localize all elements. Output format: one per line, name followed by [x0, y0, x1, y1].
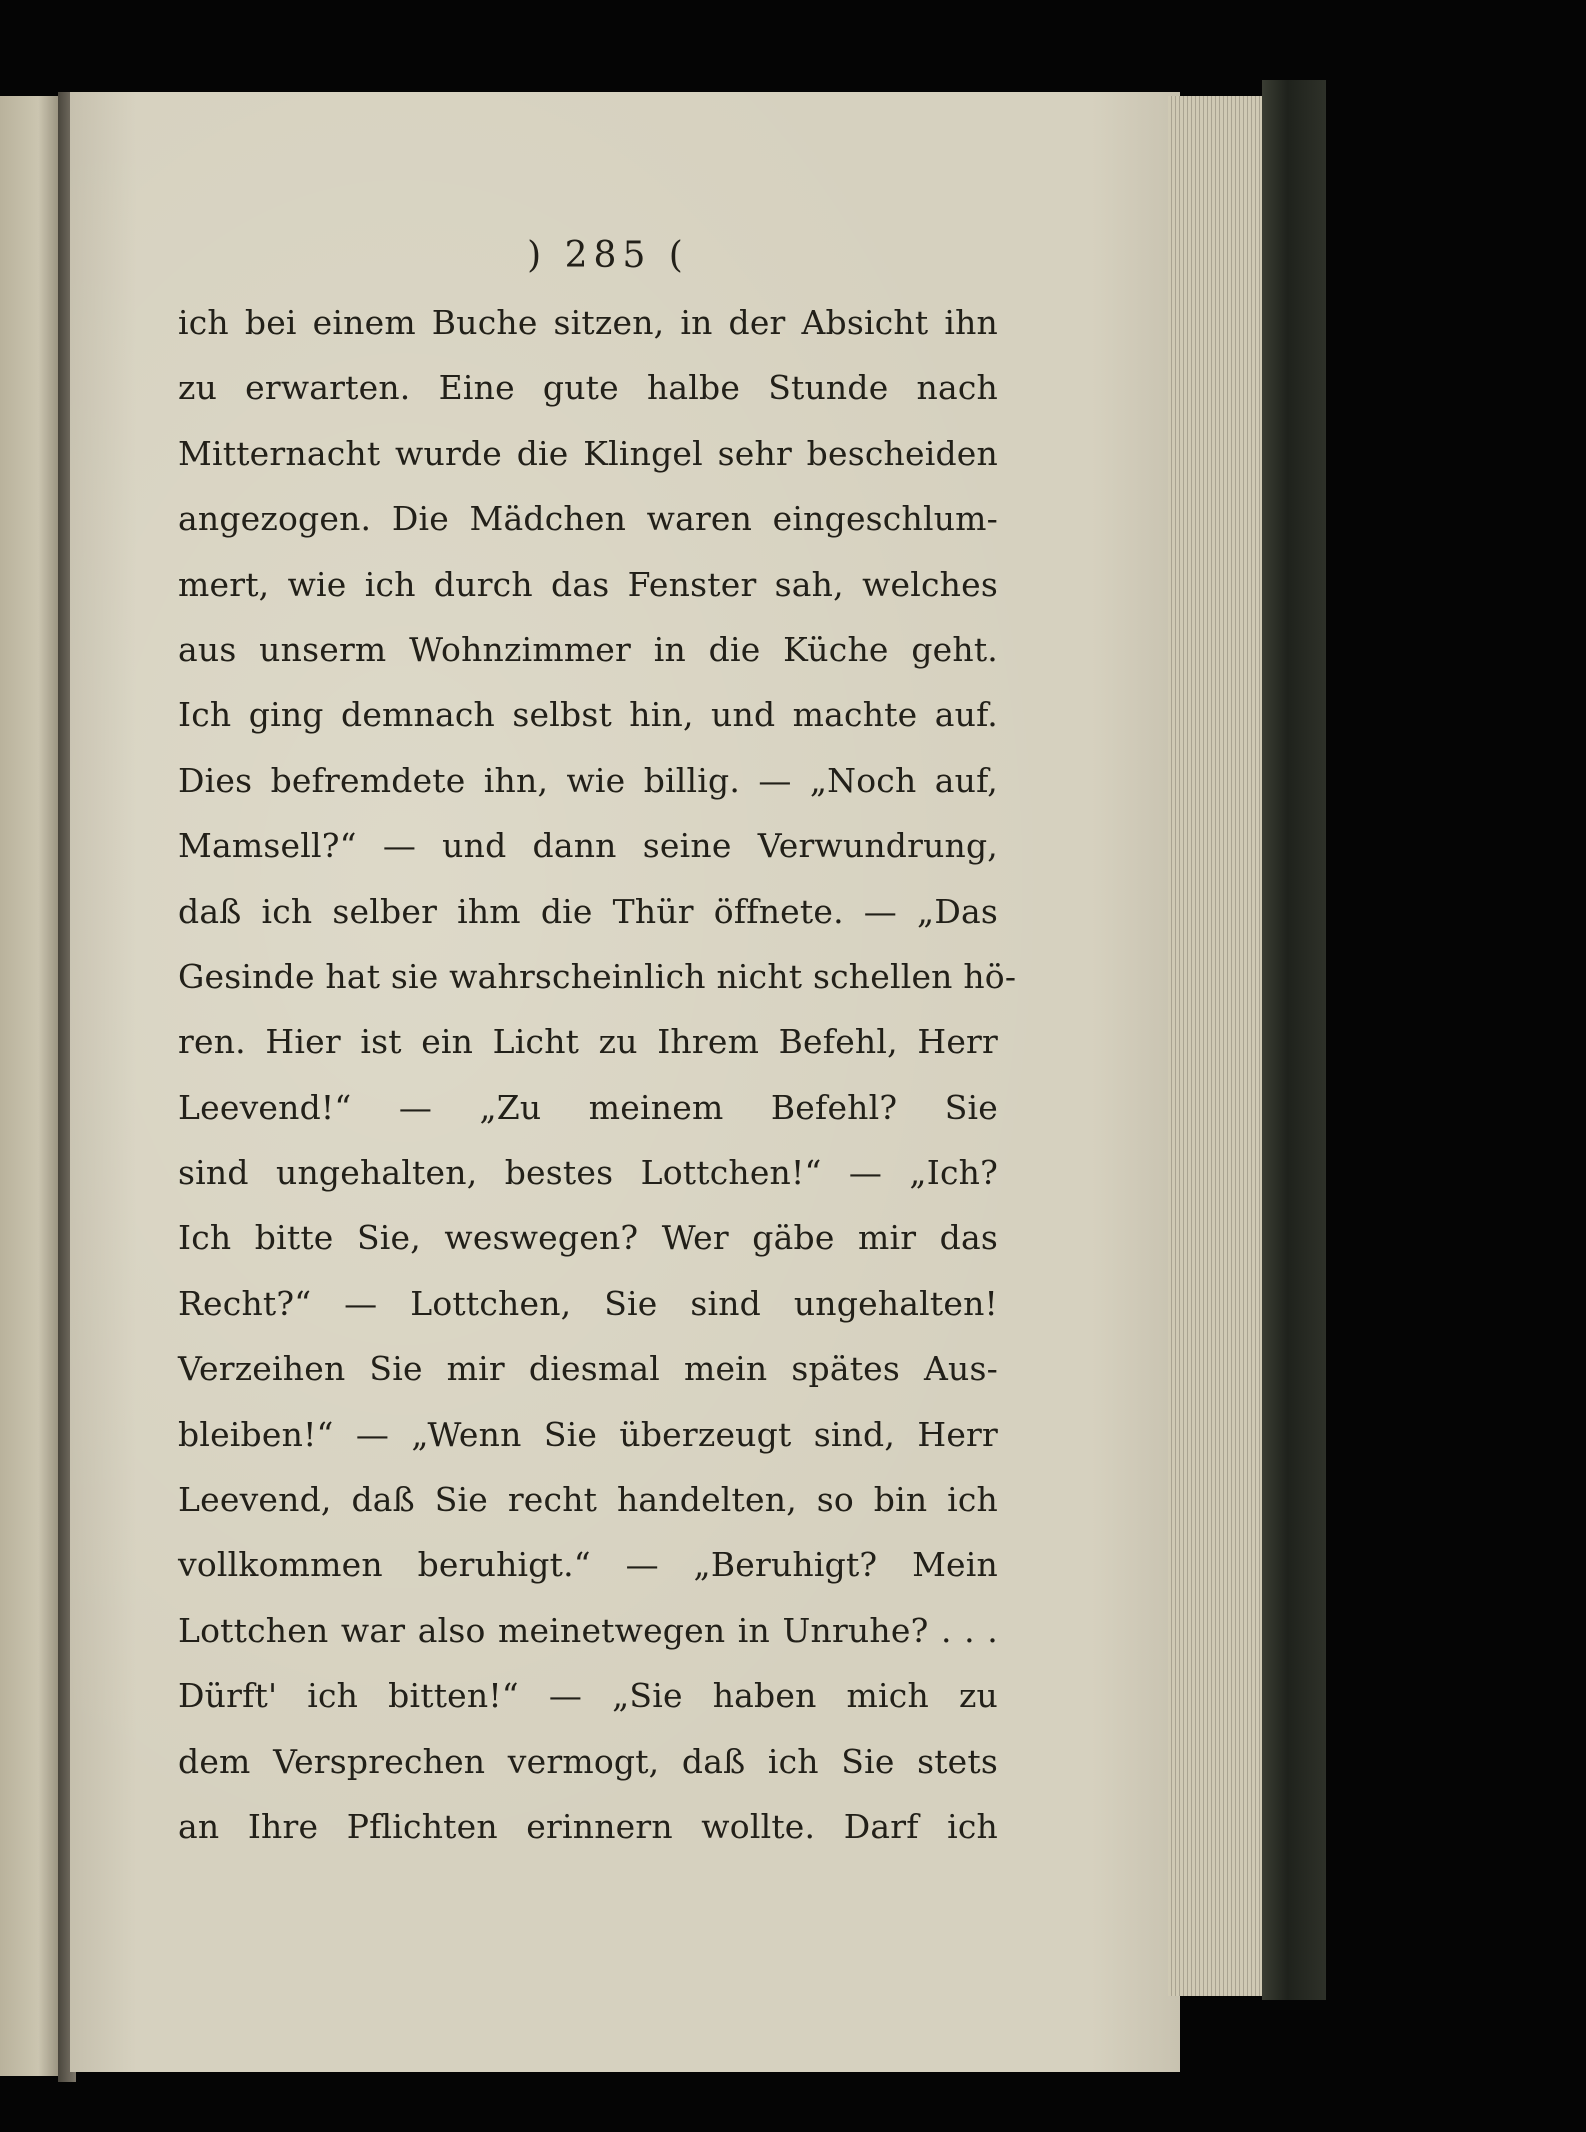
book-cover [1262, 80, 1326, 2000]
text-line: Verzeihen Sie mir diesmal mein spätes Aus- [178, 1349, 998, 1389]
text-line: Ich bitte Sie, weswegen? Wer gäbe mir das [178, 1218, 998, 1258]
text-line: Dies befremdete ihn, wie billig. — „Noch auf, [178, 760, 998, 800]
facing-page-edge [0, 96, 64, 2076]
text-line: Lottchen war also meinetwegen in Unruhe? . . . [178, 1610, 998, 1650]
text-line: Gesinde hat sie wahrscheinlich nicht schellen hö- [178, 956, 1017, 996]
text-line: bleiben!“ — „Wenn Sie überzeugt sind, Herr [178, 1414, 998, 1454]
text-line: zu erwarten. Eine gute halbe Stunde nach [178, 368, 998, 408]
text-line: Leevend, daß Sie recht handelten, so bin ich [178, 1480, 998, 1520]
text-line: mert, wie ich durch das Fenster sah, welches [178, 564, 998, 604]
text-line: Leevend!“ — „Zu meinem Befehl? Sie [178, 1087, 998, 1127]
page-text-block [178, 232, 1017, 1859]
text-line: sind ungehalten, bestes Lottchen!“ — „Ich? [178, 1153, 998, 1193]
page-fore-edge [1168, 96, 1264, 1996]
text-line: Mamsell?“ — und dann seine Verwundrung, [178, 826, 998, 866]
text-line: an Ihre Pflichten erinnern wollte. Darf ich [178, 1806, 998, 1846]
text-line: ren. Hier ist ein Licht zu Ihrem Befehl, Herr [178, 1022, 998, 1062]
page-number-header: ) 285 ( [527, 235, 689, 276]
text-line: angezogen. Die Mädchen waren eingeschlum- [178, 499, 998, 539]
text-line: aus unserm Wohnzimmer in die Küche geht. [178, 629, 998, 669]
text-line: vollkommen beruhigt.“ — „Beruhigt? Mein [178, 1545, 998, 1585]
text-line: Dürft' ich bitten!“ — „Sie haben mich zu [178, 1676, 998, 1716]
text-line: dem Versprechen vermogt, daß ich Sie stets [178, 1741, 998, 1781]
text-line: daß ich selber ihm die Thür öffnete. — „Das [178, 891, 998, 931]
text-line: Recht?“ — Lottchen, Sie sind ungehalten! [178, 1283, 998, 1323]
text-line: ich bei einem Buche sitzen, in der Absicht ihn [178, 303, 998, 342]
text-line: Ich ging demnach selbst hin, und machte auf. [178, 695, 998, 735]
text-line: Mitternacht wurde die Klingel sehr bescheiden [178, 433, 998, 473]
